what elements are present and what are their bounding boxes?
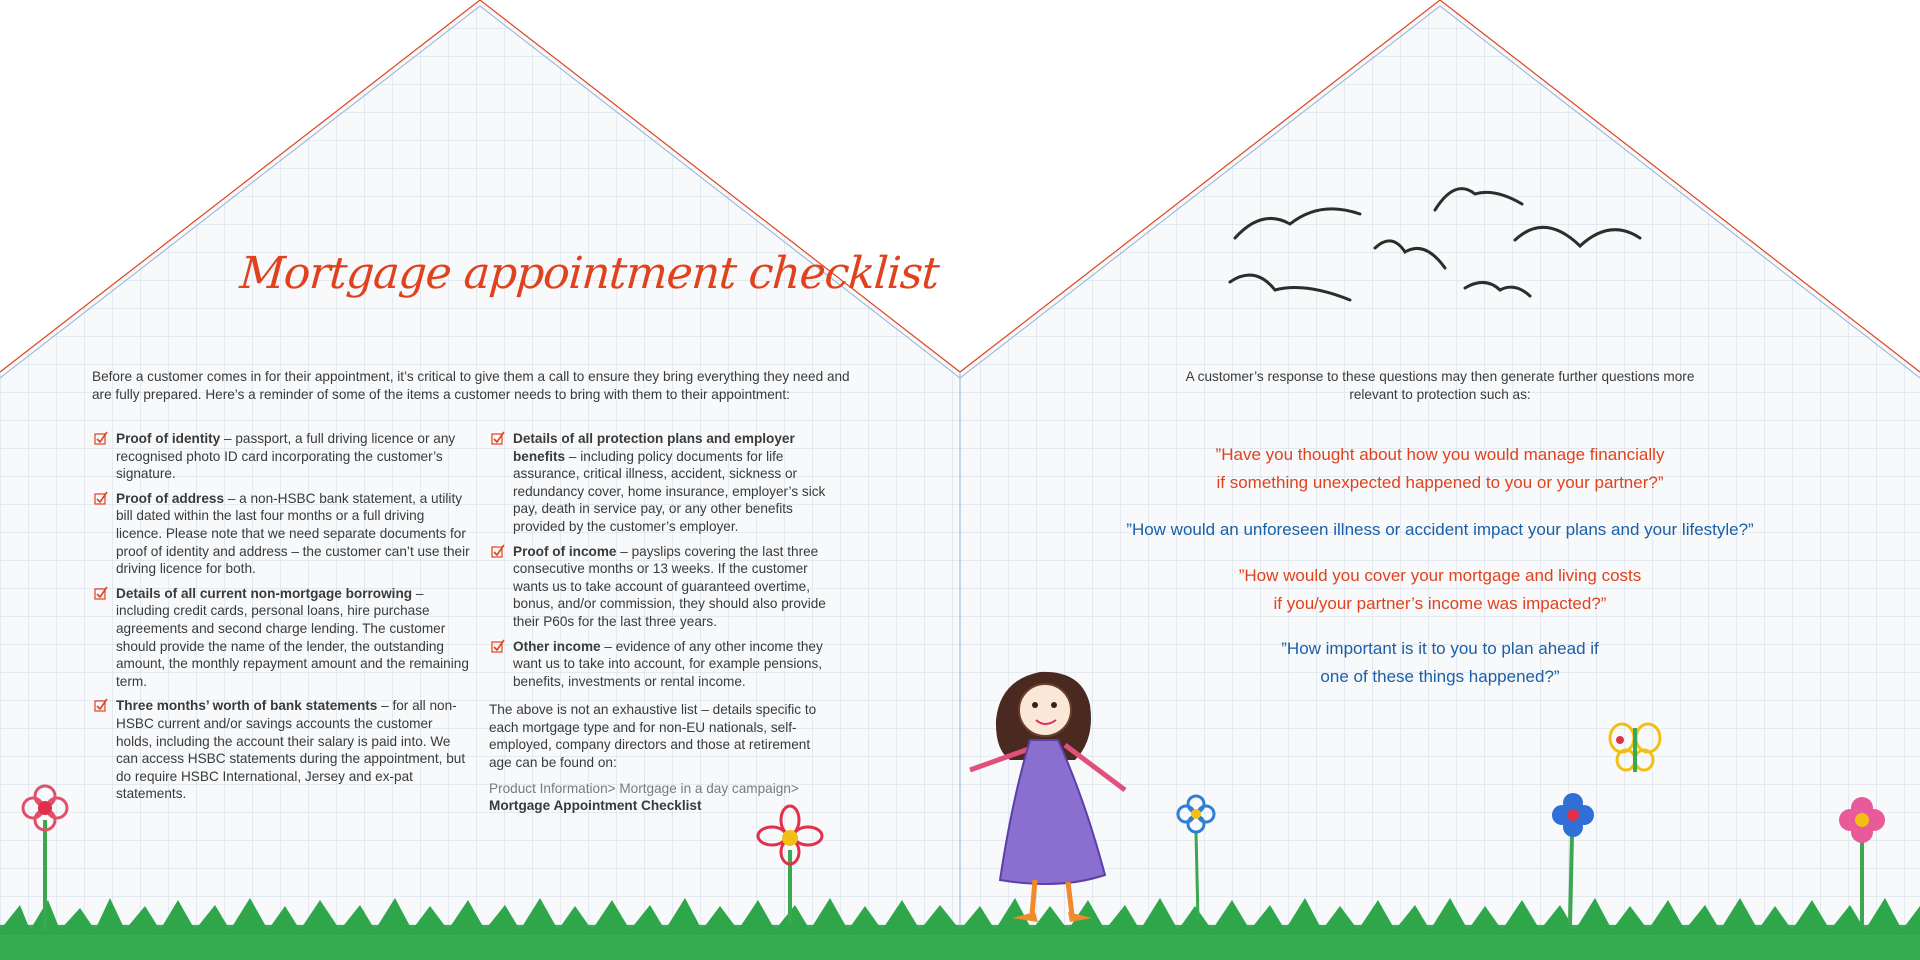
checkbox-tick-icon [491, 544, 505, 558]
checklist-item-heading: Details of all protection plans and employer benefits [513, 431, 795, 464]
checklist-column-2 [489, 430, 844, 697]
checklist-item-heading: Details of all current non-mortgage borrowing [116, 585, 413, 601]
question-line: if something unexpected happened to you or your partner?” [1216, 473, 1664, 492]
checklist-item-heading: Proof of address [116, 490, 225, 506]
checklist-item [489, 430, 844, 536]
checkbox-tick-icon [94, 491, 108, 505]
checklist-item [92, 430, 472, 483]
checkbox-tick-icon [94, 698, 108, 712]
checklist-title: Mortgage appointment checklist [238, 248, 941, 299]
question-line: if you/your partner’s income was impacted?” [1273, 594, 1607, 613]
question-line: ”How would you cover your mortgage and living costs [1238, 566, 1642, 585]
checklist-item [92, 697, 472, 803]
checklist-item-heading: Proof of income [513, 543, 617, 559]
intranet-breadcrumb-target: Mortgage Appointment Checklist [489, 798, 702, 813]
checklist-item [92, 585, 472, 691]
left-intro-paragraph: Before a customer comes in for their appointment, it’s critical to give them a call to ensure they bring everything they need and are fully prepared. Here’s a reminder of some of the items a customer needs to bring with them to their appointment: [92, 369, 850, 402]
checklist-item-text: – evidence of any other income they want us to take into account, for example pensions, benefits, investments or rental income. [513, 638, 823, 689]
checklist-item-text: – a non-HSBC bank statement, a utility bill dated within the last four months or a full driving licence. Please note that we need separate documents for proof of identity and address – the customer can’t use their driving licence for both. [116, 490, 470, 577]
checkbox-tick-icon [491, 639, 505, 653]
question-line: one of these things happened?” [1320, 667, 1560, 686]
question-line: ”How would an unforeseen illness or accident impact your plans and your lifestyle?” [1126, 520, 1754, 539]
checklist-item-text: – including policy documents for life assurance, critical illness, accident, sickness or redundancy cover, home insurance, employer’s sick pay, death in service pay, or any other benefits provided by the customer’s employer. [513, 448, 826, 534]
checklist-item-heading: Proof of identity [116, 431, 221, 446]
checklist-item-text: – for all non-HSBC current and/or savings accounts the customer holds, including the account their salary is paid into. We can access HSBC statements during the appointment, but do require HSBC International, Jersey and ex-pat statements. [116, 698, 466, 802]
checklist-item-text: – including credit cards, personal loans, hire purchase agreements and second charge lending. The customer should provide the name of the lender, the outstanding amount, the monthly repayment amount and the remaining term. [116, 585, 469, 689]
checklist-item-heading: Other income [513, 638, 601, 654]
right-intro-paragraph: A customer’s response to these questions may then generate further questions more relevant to protection such as: [1185, 369, 1695, 402]
checklist-item-text: – passport, a full driving licence or any recognised photo ID card incorporating the customer’s signature. [116, 431, 456, 482]
checklist-column-1 [92, 430, 472, 810]
checklist-item [489, 543, 844, 631]
checklist-item-heading: Three months’ worth of bank statements [116, 698, 378, 714]
checkbox-tick-icon [94, 431, 108, 445]
checklist-item-text: – payslips covering the last three consecutive months or 13 weeks. If the customer wants us to take account of guaranteed overtime, bonus, and/or commission, they should also provide their P60s for the last three years. [513, 543, 826, 629]
intranet-breadcrumb: Product Information> Mortgage in a day campaign> [489, 781, 799, 796]
exhaustive-list-note: The above is not an exhaustive list – details specific to each mortgage type and for non-EU nationals, self-employed, company directors and those at retirement age can be found on: [489, 702, 817, 770]
question-quote [1080, 516, 1800, 544]
question-line: ”Have you thought about how you would manage financially [1215, 445, 1665, 464]
checkbox-tick-icon [491, 431, 505, 445]
checklist-item [92, 490, 472, 578]
question-quote [1140, 441, 1740, 497]
checklist-item [489, 638, 844, 691]
checkbox-tick-icon [94, 586, 108, 600]
question-line: ”How important is it to you to plan ahead if [1281, 639, 1599, 658]
question-quote [1140, 562, 1740, 618]
question-quote [1140, 635, 1740, 691]
